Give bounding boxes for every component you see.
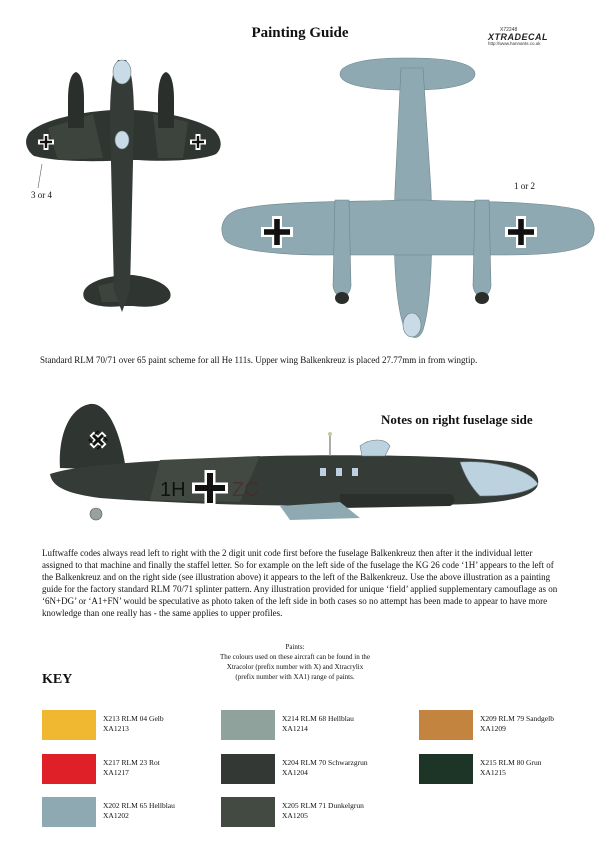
swatch-label-rlm23: X217 RLM 23 Rot XA1217 bbox=[103, 758, 160, 777]
swatch-label-rlm68: X214 RLM 68 Hellblau XA1214 bbox=[282, 714, 354, 733]
right-side-profile bbox=[40, 398, 560, 528]
swatch-rlm65 bbox=[42, 797, 96, 827]
swatch-label-rlm04: X213 RLM 04 Gelb XA1213 bbox=[103, 714, 164, 733]
swatch-rlm04 bbox=[42, 710, 96, 740]
swatch-label-rlm80: X215 RLM 80 Grun XA1215 bbox=[480, 758, 542, 777]
notes-heading: Notes on right fuselage side bbox=[381, 412, 533, 427]
swatch-label-rlm79: X209 RLM 79 Sandgelb XA1209 bbox=[480, 714, 554, 733]
xtradecal-logo bbox=[488, 27, 548, 46]
swatch-label-rlm71: X205 RLM 71 Dunkelgrun XA1205 bbox=[282, 801, 364, 820]
swatch-label-rlm70: X204 RLM 70 Schwarzgrun XA1204 bbox=[282, 758, 368, 777]
paints-line-2: Xtracolor (prefix number with X) and Xtracrylix bbox=[226, 663, 364, 671]
key-title: KEY bbox=[42, 672, 73, 687]
fuselage-code-letters: 1H bbox=[160, 479, 186, 501]
fuselage-faded-letters: ZC bbox=[232, 479, 259, 501]
logo-url: http://www.hannants.co.uk bbox=[488, 41, 541, 46]
swatch-rlm70 bbox=[221, 754, 275, 784]
paints-heading: Paints: bbox=[285, 643, 305, 651]
scheme-caption: Standard RLM 70/71 over 65 paint scheme for all He 111s. Upper wing Balkenkreuz is placed 27.77mm in from wingtip. bbox=[40, 355, 478, 365]
swatch-rlm23 bbox=[42, 754, 96, 784]
logo-brand: XTRADECAL bbox=[488, 32, 548, 42]
logo-product-code: X72248 bbox=[500, 27, 518, 33]
swatch-rlm71 bbox=[221, 797, 275, 827]
swatch-rlm80 bbox=[419, 754, 473, 784]
paints-line-1: The colours used on these aircraft can be found in the bbox=[219, 653, 371, 661]
lower-plan-view bbox=[215, 50, 595, 350]
page-title: Painting Guide bbox=[251, 25, 349, 41]
upper-plan-view bbox=[18, 50, 228, 350]
upper-view-leader-line bbox=[30, 160, 60, 190]
upper-view-label: 3 or 4 bbox=[31, 190, 52, 200]
swatch-rlm79 bbox=[419, 710, 473, 740]
swatch-label-rlm65: X202 RLM 65 Hellblau XA1202 bbox=[103, 801, 175, 820]
paints-line-3: (prefix number with XA1) range of paints. bbox=[235, 673, 355, 681]
notes-paragraph: Luftwaffe codes always read left to right with the 2 digit unit code first before the fuselage Balkenkreuz then after it the individual letter assigned to that machine and finally the staffel letter. So for example on the left side of the fuselage the KG 26 code ‘1H’ appears to the left of the Balkenkreuz and on the right side (see illustration above) it appears to the left of the Balkenkreuz. Use the above illustration as a painting guide for the factory standard RLM 70/71 splinter pattern. Any illustration provided for unique ‘field’ applied supplementary camouflage as on ‘6N+DG’ or ‘A1+FN’ would be speculative as photo taken of the left side in both cases so no attempt has been made to appear to have more knowledge than one really has - the same applies to upper profiles. bbox=[42, 548, 558, 618]
lower-view-label: 1 or 2 bbox=[514, 181, 535, 191]
paints-info bbox=[150, 642, 440, 682]
swatch-rlm68 bbox=[221, 710, 275, 740]
